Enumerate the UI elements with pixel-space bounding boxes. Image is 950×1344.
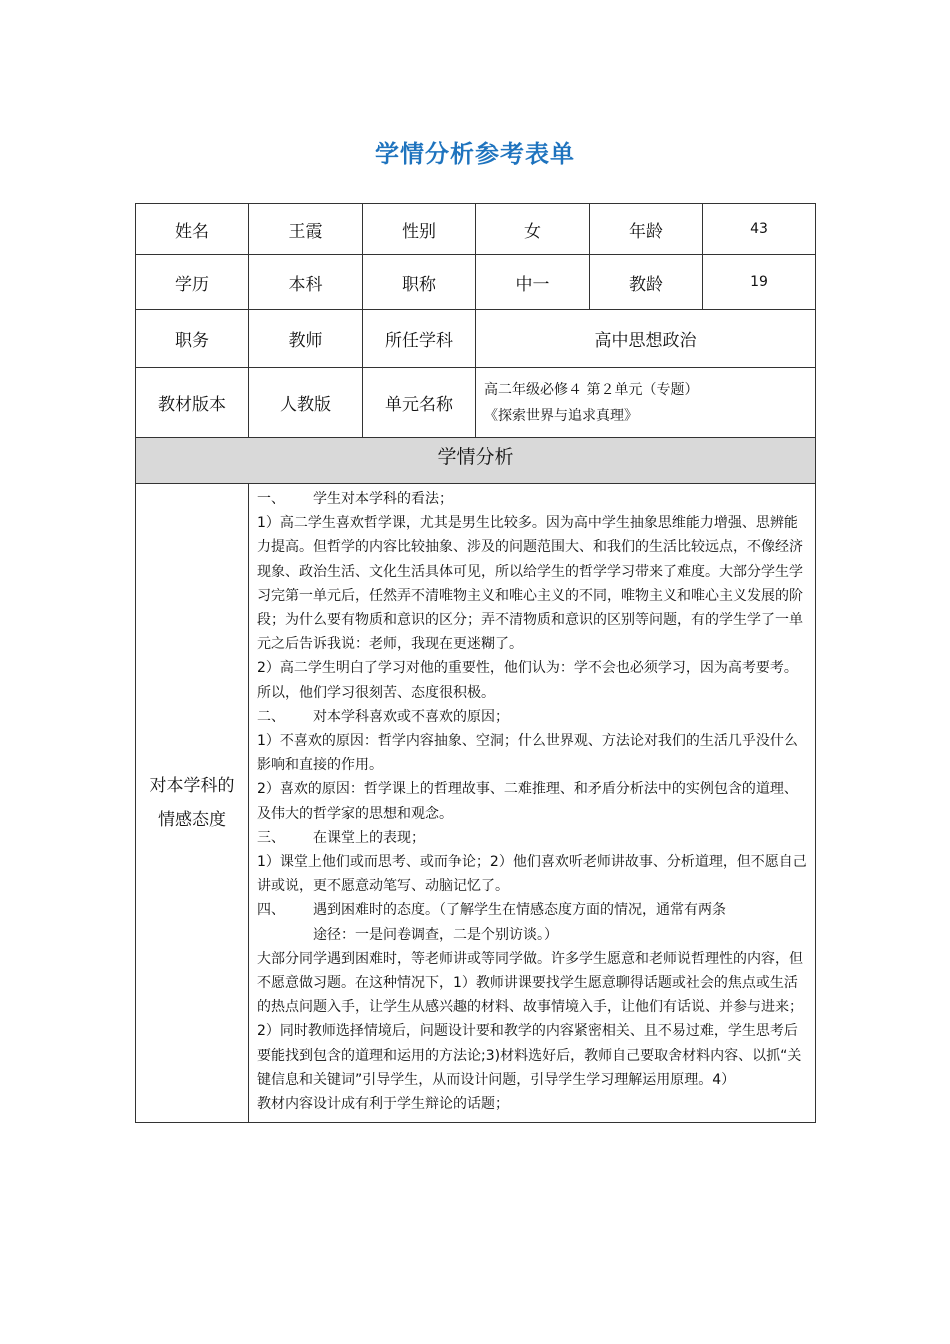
- table-row: [136, 310, 816, 368]
- row-label-line-2: 情感态度: [158, 810, 226, 831]
- paragraph: 1）高二学生喜欢哲学课，尤其是男生比较多。因为高中学生抽象思维能力增强、思辨能力提高。但哲学的内容比较抽象、涉及的问题范围大、和我们的生活比较远点，不像经济现象、政治生活、文化生活具体可见，所以给学生的哲学学习带来了难度。大部分学生学习完第一单元后，任然弄不清唯物主义和唯心主义的不同，唯物主义和唯心主义发展的阶段；为什么要有物质和意识的区分；弄不清物质和意识的区别等问题，有的学生学了一单元之后告诉我说：老师，我现在更迷糊了。: [257, 515, 803, 653]
- heading-text: 遇到困难时的态度。（了解学生在情感态度方面的情况，通常有两条: [313, 902, 726, 919]
- heading-text: 在课堂上的表现；: [313, 829, 425, 846]
- title-rank-label: 职称: [363, 255, 476, 310]
- heading-text: 对本学科喜欢或不喜欢的原因；: [313, 708, 509, 725]
- heading-number: 二、: [257, 708, 285, 725]
- education-label: 学历: [136, 255, 249, 310]
- heading-continuation: 途径：一是问卷调查，二是个别访谈。）: [313, 926, 558, 943]
- row-label: [136, 484, 249, 1123]
- table-row: [136, 438, 816, 484]
- section-heading: [257, 487, 807, 511]
- heading-number: 一、: [257, 491, 285, 507]
- name-label: 姓名: [136, 204, 249, 255]
- table-row: [136, 204, 816, 255]
- heading-number: 四、: [257, 902, 285, 919]
- textbook-value: 人教版: [249, 368, 363, 438]
- heading-text: 学生对本学科的看法；: [313, 491, 453, 507]
- paragraph: 1）不喜欢的原因：哲学内容抽象、空洞；什么世界观、方法论对我们的生活几乎没什么影响和直接的作用。: [257, 733, 798, 774]
- analysis-form-table: [135, 203, 816, 1123]
- position-value: 教师: [249, 310, 363, 368]
- name-value: 王霞: [249, 204, 363, 255]
- teaching-years-label: 教龄: [590, 255, 703, 310]
- page-title: 学情分析参考表单: [375, 140, 575, 168]
- row-label-line-1: 对本学科的: [149, 776, 235, 797]
- paragraph: 2）高二学生明白了学习对他的重要性，他们认为：学不会也必须学习，因为高考要考。所以，他们学习很刻苦、态度很积极。: [257, 660, 798, 701]
- table-row: [136, 368, 816, 438]
- heading-number: 三、: [257, 829, 285, 846]
- subject-label: 所任学科: [363, 310, 476, 368]
- textbook-label: 教材版本: [136, 368, 249, 438]
- table-row: [136, 255, 816, 310]
- teaching-years-value: 19: [703, 255, 816, 310]
- subject-value: 高中思想政治: [476, 310, 816, 368]
- unit-value: [476, 368, 816, 438]
- paragraph: 教材内容设计成有利于学生辩论的话题；: [257, 1096, 509, 1113]
- section-heading: [257, 826, 807, 850]
- gender-label: 性别: [363, 204, 476, 255]
- section-heading: [257, 898, 807, 922]
- section-title: 学情分析: [136, 438, 816, 484]
- position-label: 职务: [136, 310, 249, 368]
- paragraph: 1）课堂上他们或而思考、或而争论；2）他们喜欢听老师讲故事、分析道理，但不愿自己讲或说，更不愿意动笔写、动脑记忆了。: [257, 854, 807, 895]
- paragraph: 2）喜欢的原因：哲学课上的哲理故事、二难推理、和矛盾分析法中的实例包含的道理、及伟大的哲学家的思想和观念。: [257, 781, 798, 822]
- age-label: 年龄: [590, 204, 703, 255]
- age-value: 43: [703, 204, 816, 255]
- table-row: [136, 484, 816, 1123]
- analysis-content: [249, 484, 816, 1123]
- education-value: 本科: [249, 255, 363, 310]
- title-rank-value: 中一: [476, 255, 590, 310]
- unit-line-1: 高二年级必修４ 第２单元（专题）: [484, 381, 699, 398]
- gender-value: 女: [476, 204, 590, 255]
- unit-label: 单元名称: [363, 368, 476, 438]
- unit-line-2: 《探索世界与追求真理》: [484, 407, 638, 424]
- section-heading: [257, 705, 807, 729]
- paragraph: 大部分同学遇到困难时，等老师讲或等同学做。许多学生愿意和老师说哲理性的内容，但不愿意做习题。在这种情况下，1）教师讲课要找学生愿意聊得话题或社会的焦点或生活的热点问题入手，让学生从感兴趣的材料、故事情境入手，让他们有话说、并参与进来；2）同时教师选择情境后，问题设计要和教学的内容紧密相关、且不易过难，学生思考后要能找到包含的道理和运用的方法论;3)材料选好后，教师自己要取舍材料内容、以抓“关键信息和关键词”引导学生，从而设计问题，引导学生学习理解运用原理。4）: [257, 950, 803, 1088]
